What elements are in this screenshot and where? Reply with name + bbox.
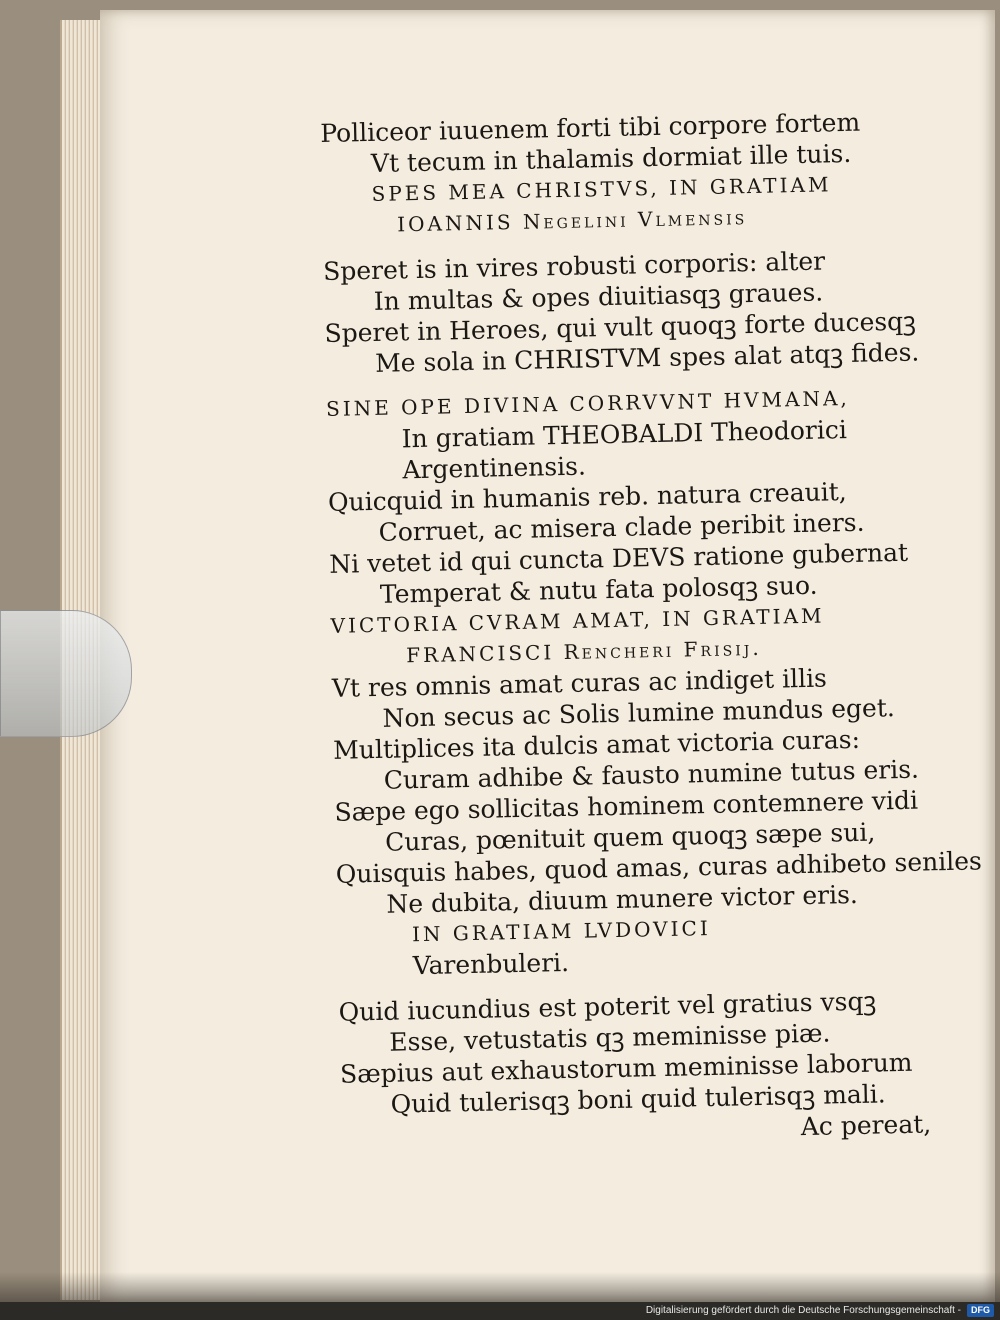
verse-line: Vt res omnis amat curas ac indiget illis bbox=[331, 663, 828, 703]
verse-line: Curas, pœnituit quem quoqꝫ sæpe sui, bbox=[384, 817, 876, 857]
verse-line: Argentinensis. bbox=[402, 451, 587, 485]
verse-line: Corruet, ac misera clade peribit iners. bbox=[378, 507, 865, 547]
bottom-shadow bbox=[0, 1272, 1000, 1302]
verse-line: Multiplices ita dulcis amat victoria curas: bbox=[332, 724, 861, 765]
verse-line: Sæpius aut exhaustorum meminisse laborum bbox=[339, 1047, 913, 1089]
section-heading: IN GRATIAM LVDOVICI bbox=[411, 915, 711, 947]
section-heading: IOANNIS Negelini Vlmensis bbox=[396, 205, 748, 237]
verse-line: Speret in Heroes, qui vult quoqꝫ forte ducesqꝫ bbox=[324, 306, 917, 348]
verse-line: In gratiam THEOBALDI Theodorici bbox=[401, 415, 848, 454]
verse-line: Ne dubita, diuum munere victor eris. bbox=[386, 879, 859, 919]
verse-line: Temperat & nutu fata polosqꝫ suo. bbox=[379, 570, 818, 609]
verse-line: Vt tecum in thalamis dormiat ille tuis. bbox=[370, 138, 852, 178]
section-heading: FRANCISCI Rencheri Frisij. bbox=[406, 635, 762, 668]
verse-line: Polliceor iuuenem forti tibi corpore fortem bbox=[320, 107, 861, 148]
verse-line: Sæpe ego sollicitas hominem contemnere vidi bbox=[334, 785, 919, 827]
verse-line: Quisquis habes, quod amas, curas adhibeto seniles bbox=[335, 846, 983, 889]
section-heading: VICTORIA CVRAM AMAT, IN GRATIAM bbox=[330, 603, 825, 638]
verse-line: Varenbuleri. bbox=[412, 947, 570, 981]
dfg-logo: DFG bbox=[967, 1304, 994, 1317]
verse-line: Curam adhibe & fausto numine tutus eris. bbox=[383, 754, 920, 795]
verse-line: Esse, vetustatis qꝫ meminisse piæ. bbox=[389, 1018, 831, 1057]
section-heading: SINE OPE DIVINA CORRVVNT HVMANA, bbox=[325, 385, 850, 421]
verse-line: Non secus ac Solis lumine mundus eget. bbox=[382, 693, 896, 733]
page-text bbox=[320, 105, 983, 1151]
verse-line: Quicquid in humanis reb. natura creauit, bbox=[327, 477, 847, 517]
verse-line: Quid iucundius est poterit vel gratius vsqꝫ bbox=[338, 986, 877, 1027]
show-through-text bbox=[960, 110, 1000, 1110]
catchword: Ac pereat, bbox=[800, 1109, 932, 1142]
digitization-footer bbox=[0, 1302, 1000, 1320]
verse-line: Ni vetet id qui cuncta DEVS ratione gubernat bbox=[329, 537, 909, 579]
verse-line: Me sola in CHRISTVM spes alat atqꝫ fides. bbox=[374, 337, 920, 378]
plastic-page-clip bbox=[0, 610, 132, 737]
verse-line: Quid tulerisqꝫ boni quid tulerisqꝫ mali. bbox=[390, 1079, 886, 1119]
verse-line: Speret is in vires robusti corporis: alter bbox=[322, 246, 826, 286]
funding-credit: Digitalisierung gefördert durch die Deutsche Forschungsgemeinschaft - bbox=[645, 1305, 961, 1316]
section-heading: SPES MEA CHRISTVS, IN GRATIAM bbox=[371, 172, 832, 206]
verse-line: In multas & opes diuitiasqꝫ graues. bbox=[373, 277, 824, 316]
